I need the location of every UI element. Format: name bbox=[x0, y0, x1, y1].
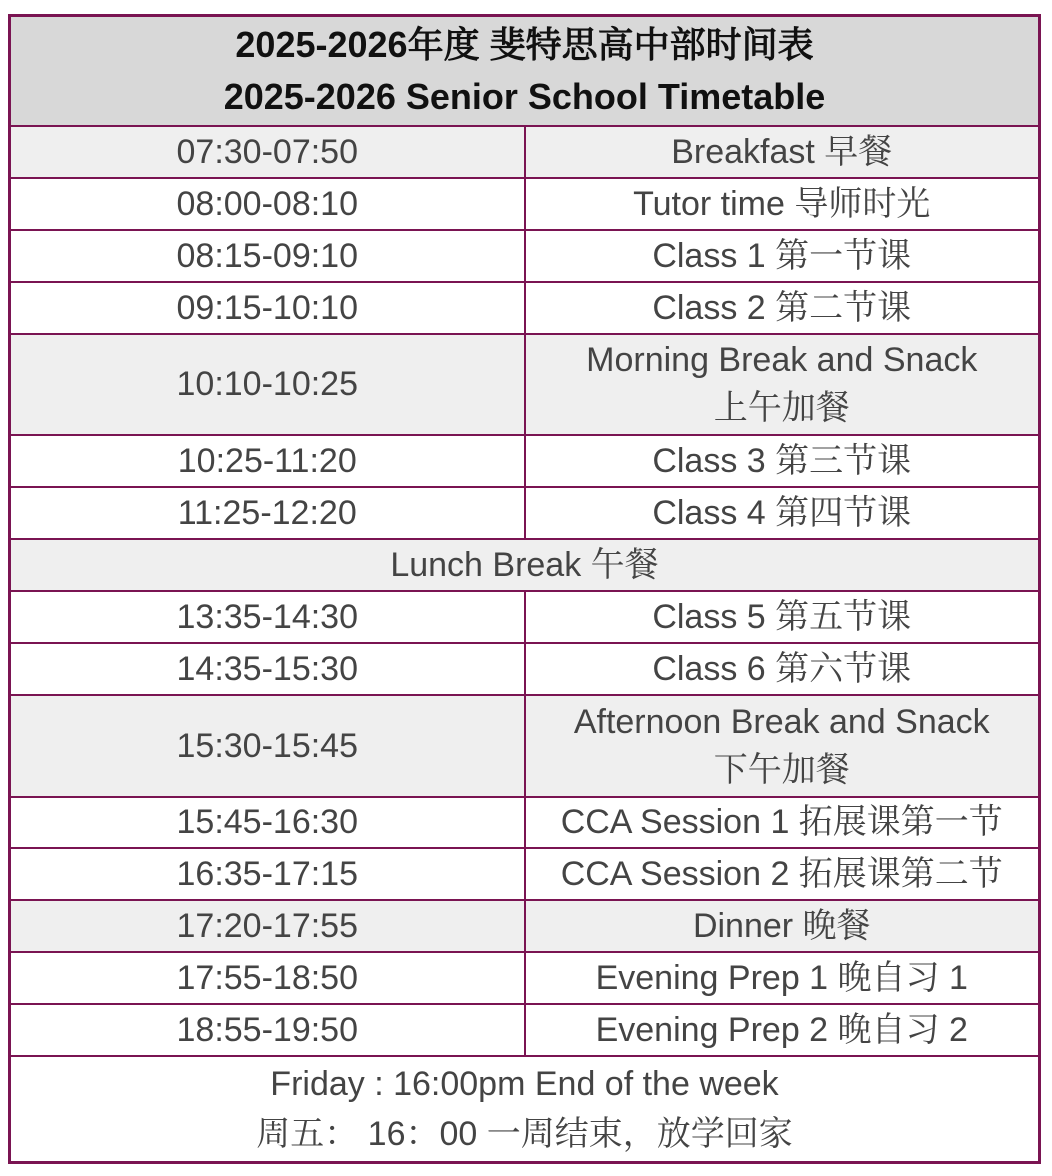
activity-cell: CCA Session 1 拓展课第一节 bbox=[525, 797, 1040, 849]
title-english: 2025-2026 Senior School Timetable bbox=[223, 76, 826, 118]
footer-row bbox=[10, 1056, 1040, 1163]
activity-english: Afternoon Break and Snack bbox=[573, 702, 990, 741]
table-row bbox=[10, 126, 1040, 178]
table-row bbox=[10, 487, 1040, 539]
table-row bbox=[10, 1004, 1040, 1056]
table-row bbox=[10, 952, 1040, 1004]
time-cell: 08:00-08:10 bbox=[10, 178, 525, 230]
time-cell: 13:35-14:30 bbox=[10, 591, 525, 643]
time-cell: 15:30-15:45 bbox=[10, 695, 525, 797]
time-cell: 18:55-19:50 bbox=[10, 1004, 525, 1056]
table-row bbox=[10, 900, 1040, 952]
table-row bbox=[10, 539, 1040, 591]
time-cell: 08:15-09:10 bbox=[10, 230, 525, 282]
time-cell: 10:25-11:20 bbox=[10, 435, 525, 487]
activity-chinese: 下午加餐 bbox=[713, 750, 850, 789]
activity-cell: Evening Prep 2 晚自习 2 bbox=[525, 1004, 1040, 1056]
activity-cell: Class 2 第二节课 bbox=[525, 282, 1040, 334]
time-cell: 09:15-10:10 bbox=[10, 282, 525, 334]
activity-cell: Class 5 第五节课 bbox=[525, 591, 1040, 643]
time-cell: 07:30-07:50 bbox=[10, 126, 525, 178]
time-cell: 17:20-17:55 bbox=[10, 900, 525, 952]
time-cell: 16:35-17:15 bbox=[10, 848, 525, 900]
footer-english: Friday : 16:00pm End of the week bbox=[270, 1064, 779, 1103]
timetable bbox=[8, 14, 1041, 1164]
activity-cell: Evening Prep 1 晚自习 1 bbox=[525, 952, 1040, 1004]
table-row bbox=[10, 334, 1040, 436]
table-row bbox=[10, 591, 1040, 643]
table-row bbox=[10, 643, 1040, 695]
activity-cell: Breakfast 早餐 bbox=[525, 126, 1040, 178]
activity-cell: Class 1 第一节课 bbox=[525, 230, 1040, 282]
table-row bbox=[10, 435, 1040, 487]
activity-cell: Tutor time 导师时光 bbox=[525, 178, 1040, 230]
activity-cell bbox=[525, 334, 1040, 436]
title-row bbox=[10, 16, 1040, 127]
time-cell: 17:55-18:50 bbox=[10, 952, 525, 1004]
table-row bbox=[10, 848, 1040, 900]
footer-chinese: 周五： 16：00 一周结束，放学回家 bbox=[256, 1114, 793, 1153]
activity-cell: Dinner 晚餐 bbox=[525, 900, 1040, 952]
table-row bbox=[10, 230, 1040, 282]
activity-cell: Class 4 第四节课 bbox=[525, 487, 1040, 539]
footer-note bbox=[10, 1056, 1040, 1163]
time-cell: 11:25-12:20 bbox=[10, 487, 525, 539]
table-row bbox=[10, 178, 1040, 230]
activity-chinese: 上午加餐 bbox=[713, 389, 850, 428]
activity-cell bbox=[525, 695, 1040, 797]
activity-cell: Class 3 第三节课 bbox=[525, 435, 1040, 487]
table-row bbox=[10, 282, 1040, 334]
title-chinese: 2025-2026年度 斐特思高中部时间表 bbox=[235, 24, 814, 66]
table-row bbox=[10, 797, 1040, 849]
time-cell: 15:45-16:30 bbox=[10, 797, 525, 849]
activity-cell: Class 6 第六节课 bbox=[525, 643, 1040, 695]
spanning-activity-cell: Lunch Break 午餐 bbox=[10, 539, 1040, 591]
time-cell: 10:10-10:25 bbox=[10, 334, 525, 436]
activity-english: Morning Break and Snack bbox=[586, 341, 978, 380]
activity-cell: CCA Session 2 拓展课第二节 bbox=[525, 848, 1040, 900]
table-row bbox=[10, 695, 1040, 797]
timetable-title bbox=[10, 16, 1040, 127]
time-cell: 14:35-15:30 bbox=[10, 643, 525, 695]
